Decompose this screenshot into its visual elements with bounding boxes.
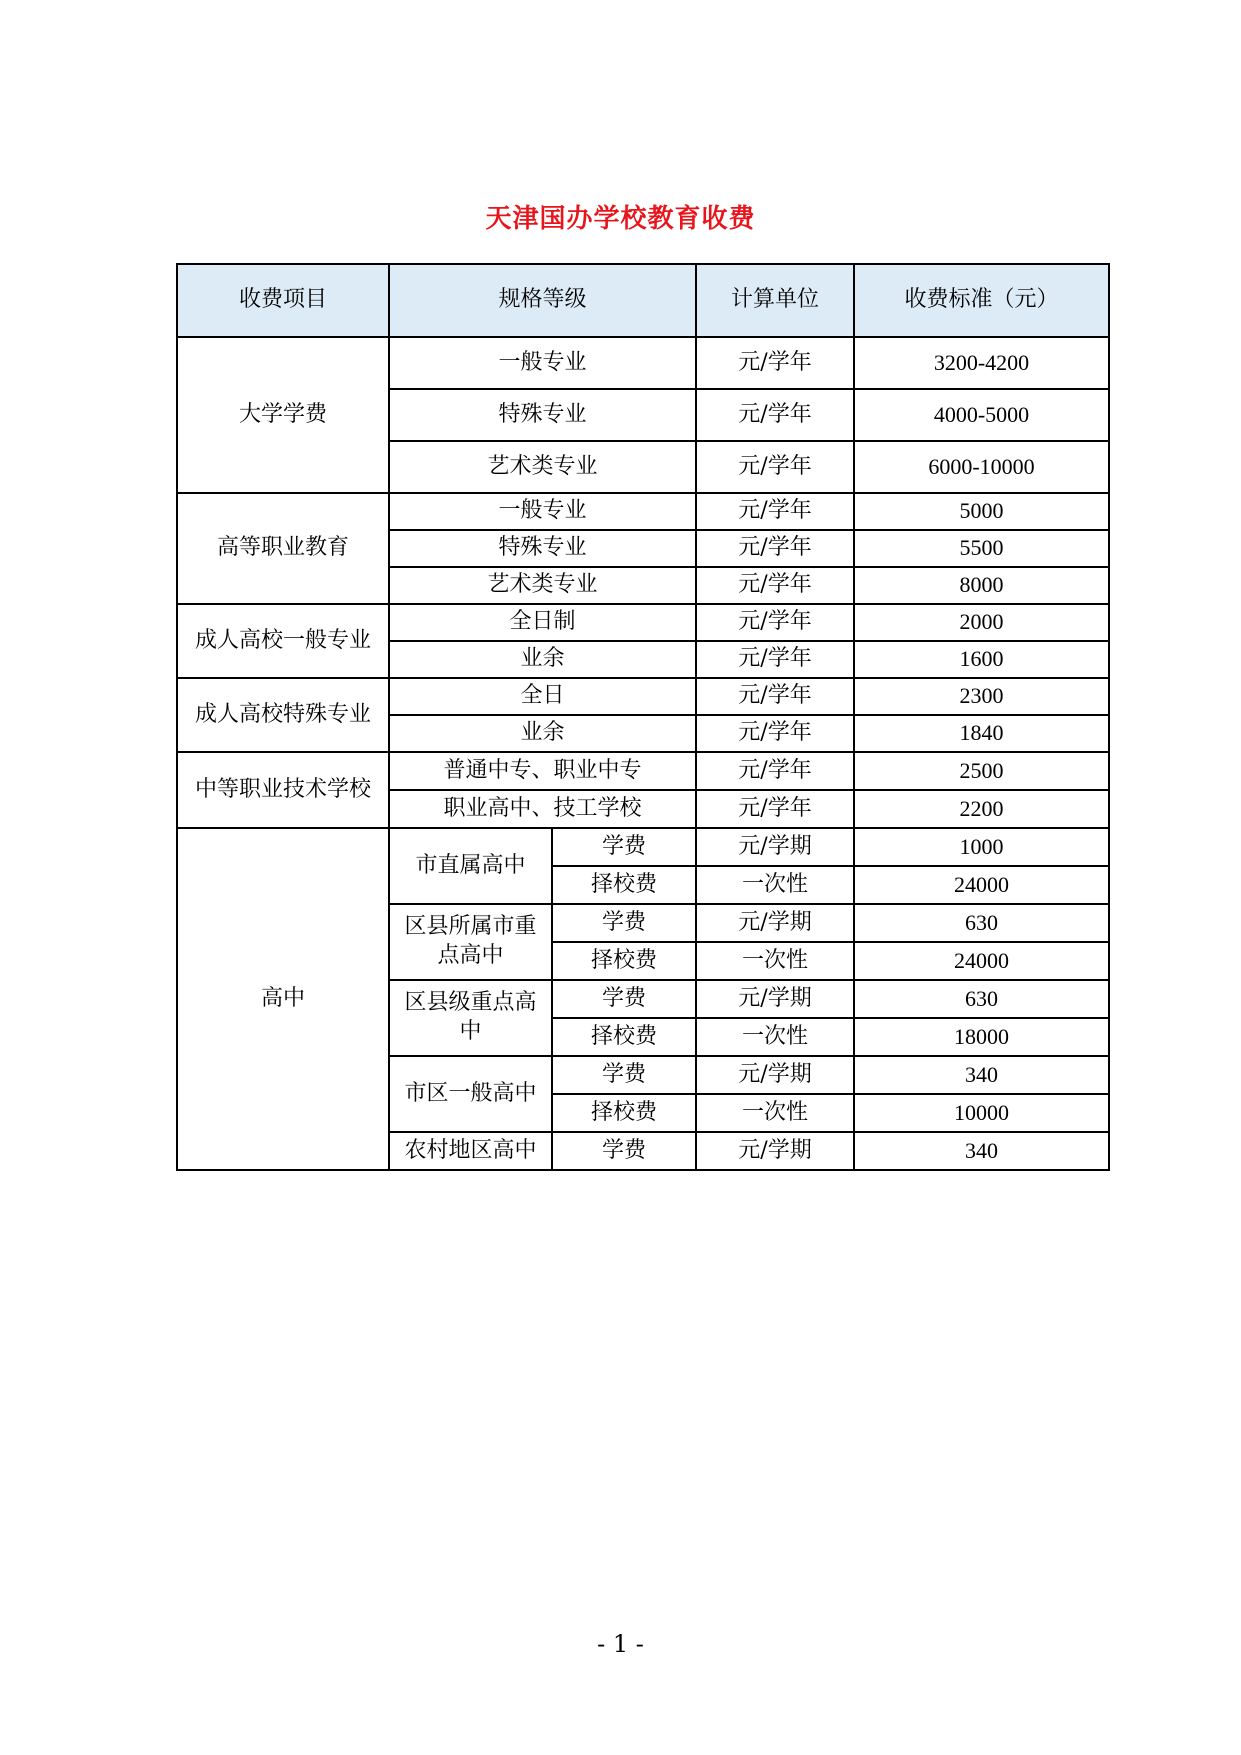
spec-cell: 一般专业 [389, 337, 696, 389]
table-row [177, 493, 1109, 530]
subgroup-city-direct: 市直属高中 [389, 828, 552, 904]
table-row [177, 752, 1109, 790]
spec-cell: 艺术类专业 [389, 441, 696, 493]
spec-cell: 特殊专业 [389, 389, 696, 441]
group-adult-general: 成人高校一般专业 [177, 604, 389, 678]
header-unit: 计算单位 [696, 264, 854, 337]
header-fee: 收费标准（元） [854, 264, 1109, 337]
document-title: 天津国办学校教育收费 [485, 204, 756, 234]
group-adult-special: 成人高校特殊专业 [177, 678, 389, 752]
unit-cell: 元/学期 [696, 1056, 854, 1094]
unit-cell: 元/学年 [696, 493, 854, 530]
unit-cell: 元/学年 [696, 641, 854, 678]
subgroup-district-key: 区县级重点高中 [389, 980, 552, 1056]
fee-cell: 340 [854, 1132, 1109, 1170]
fee-table [176, 263, 1110, 1171]
table-row [177, 337, 1109, 389]
header-item: 收费项目 [177, 264, 389, 337]
spec-cell: 择校费 [552, 1094, 696, 1132]
spec-cell: 学费 [552, 828, 696, 866]
spec-cell: 普通中专、职业中专 [389, 752, 696, 790]
unit-cell: 一次性 [696, 1018, 854, 1056]
table-row [177, 828, 1109, 866]
unit-cell: 元/学期 [696, 828, 854, 866]
fee-cell: 6000-10000 [854, 441, 1109, 493]
subgroup-urban-general: 市区一般高中 [389, 1056, 552, 1132]
fee-cell: 2500 [854, 752, 1109, 790]
fee-cell: 1840 [854, 715, 1109, 752]
fee-cell: 5000 [854, 493, 1109, 530]
spec-cell: 一般专业 [389, 493, 696, 530]
fee-cell: 4000-5000 [854, 389, 1109, 441]
fee-cell: 1000 [854, 828, 1109, 866]
fee-cell: 3200-4200 [854, 337, 1109, 389]
group-higher-vocational: 高等职业教育 [177, 493, 389, 604]
fee-cell: 8000 [854, 567, 1109, 604]
fee-cell: 630 [854, 904, 1109, 942]
unit-cell: 元/学年 [696, 678, 854, 715]
fee-cell: 2300 [854, 678, 1109, 715]
unit-cell: 元/学年 [696, 337, 854, 389]
table-row [177, 678, 1109, 715]
fee-cell: 2000 [854, 604, 1109, 641]
unit-cell: 元/学年 [696, 567, 854, 604]
fee-cell: 24000 [854, 866, 1109, 904]
spec-cell: 业余 [389, 641, 696, 678]
spec-cell: 学费 [552, 980, 696, 1018]
spec-cell: 学费 [552, 1132, 696, 1170]
fee-cell: 1600 [854, 641, 1109, 678]
spec-cell: 择校费 [552, 866, 696, 904]
subgroup-rural: 农村地区高中 [389, 1132, 552, 1170]
spec-cell: 择校费 [552, 1018, 696, 1056]
header-spec: 规格等级 [389, 264, 696, 337]
unit-cell: 元/学年 [696, 530, 854, 567]
unit-cell: 元/学期 [696, 1132, 854, 1170]
fee-cell: 10000 [854, 1094, 1109, 1132]
unit-cell: 元/学期 [696, 980, 854, 1018]
unit-cell: 元/学年 [696, 389, 854, 441]
unit-cell: 一次性 [696, 866, 854, 904]
group-high-school: 高中 [177, 828, 389, 1170]
spec-cell: 学费 [552, 904, 696, 942]
fee-cell: 340 [854, 1056, 1109, 1094]
unit-cell: 元/学年 [696, 604, 854, 641]
spec-cell: 全日制 [389, 604, 696, 641]
group-secondary-vocational: 中等职业技术学校 [177, 752, 389, 828]
spec-cell: 艺术类专业 [389, 567, 696, 604]
spec-cell: 特殊专业 [389, 530, 696, 567]
fee-cell: 18000 [854, 1018, 1109, 1056]
subgroup-district-city-key: 区县所属市重点高中 [389, 904, 552, 980]
fee-cell: 24000 [854, 942, 1109, 980]
unit-cell: 元/学年 [696, 441, 854, 493]
page-number: - 1 - [597, 1630, 644, 1658]
spec-cell: 全日 [389, 678, 696, 715]
unit-cell: 元/学期 [696, 904, 854, 942]
spec-cell: 职业高中、技工学校 [389, 790, 696, 828]
fee-cell: 5500 [854, 530, 1109, 567]
unit-cell: 元/学年 [696, 752, 854, 790]
table-header-row [177, 264, 1109, 337]
fee-cell: 2200 [854, 790, 1109, 828]
unit-cell: 一次性 [696, 1094, 854, 1132]
unit-cell: 元/学年 [696, 790, 854, 828]
unit-cell: 一次性 [696, 942, 854, 980]
fee-cell: 630 [854, 980, 1109, 1018]
spec-cell: 学费 [552, 1056, 696, 1094]
unit-cell: 元/学年 [696, 715, 854, 752]
spec-cell: 业余 [389, 715, 696, 752]
table-row [177, 604, 1109, 641]
spec-cell: 择校费 [552, 942, 696, 980]
group-university: 大学学费 [177, 337, 389, 493]
